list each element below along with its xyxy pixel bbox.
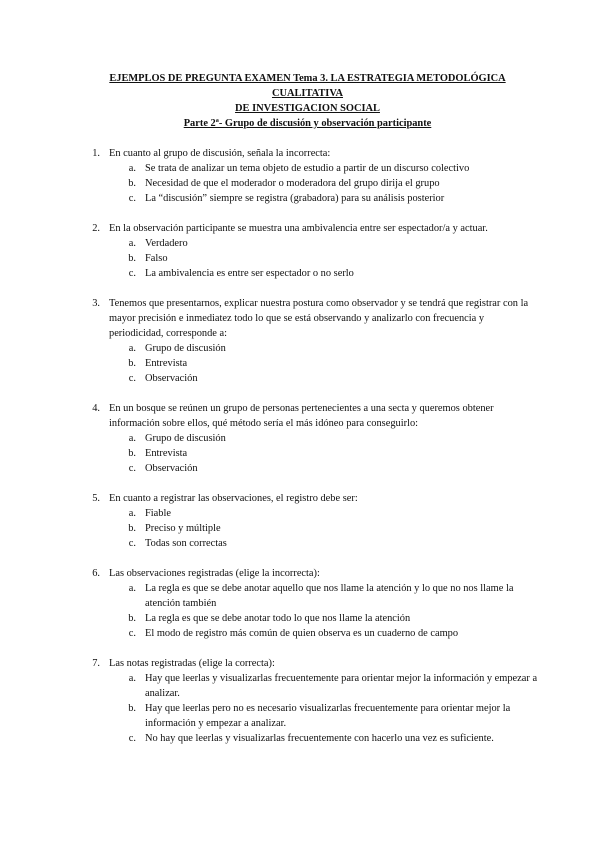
option-list (109, 341, 540, 386)
question-text: En cuanto al grupo de discusión, señala la incorrecta: (109, 148, 331, 159)
option-letter: b. (128, 613, 136, 624)
option-list (109, 581, 540, 641)
option-text: Falso (145, 253, 168, 264)
option-text: Entrevista (145, 448, 188, 459)
question-6 (72, 566, 540, 641)
option-text: Observación (145, 463, 198, 474)
question-4 (72, 401, 540, 476)
option-letter: c. (128, 733, 136, 744)
option-text: Grupo de discusión (145, 343, 226, 354)
option-b (109, 356, 540, 371)
option-text: Hay que leerlas y visualizarlas frecuentemente para orientar mejor la información y empezar a analizar. (145, 673, 538, 699)
question-7 (72, 656, 540, 746)
question-1 (72, 146, 540, 206)
option-letter: c. (128, 538, 136, 549)
option-c (109, 461, 540, 476)
option-a (109, 431, 540, 446)
question-text: Las notas registradas (elige la correcta): (109, 658, 275, 669)
question-number: 3. (92, 298, 100, 309)
title-line-1: EJEMPLOS DE PREGUNTA EXAMEN Tema 3. LA ESTRATEGIA METODOLÓGICA CUALITATIVA (109, 73, 506, 99)
option-a (109, 506, 540, 521)
subtitle: Parte 2ª- Grupo de discusión y observación participante (183, 118, 432, 129)
option-list (109, 236, 540, 281)
option-text: Hay que leerlas pero no es necesario visualizarlas frecuentemente para orientar mejor la información y empezar a analizar. (145, 703, 511, 729)
title-line-2: DE INVESTIGACION SOCIAL (235, 103, 380, 114)
option-letter: a. (128, 583, 136, 594)
option-letter: b. (128, 178, 136, 189)
option-c (109, 536, 540, 551)
option-letter: a. (128, 163, 136, 174)
option-b (109, 521, 540, 536)
option-a (109, 581, 540, 611)
option-text: La regla es que se debe anotar todo lo que nos llame la atención (145, 613, 411, 624)
option-b (109, 176, 540, 191)
option-letter: c. (128, 373, 136, 384)
option-a (109, 341, 540, 356)
question-text: En cuanto a registrar las observaciones, el registro debe ser: (109, 493, 358, 504)
option-text: El modo de registro más común de quien observa es un cuaderno de campo (145, 628, 459, 639)
question-number: 7. (92, 658, 100, 669)
option-c (109, 266, 540, 281)
option-letter: a. (128, 343, 136, 354)
option-text: La regla es que se debe anotar aquello que nos llame la atención y lo que no nos llame la atención también (145, 583, 514, 609)
option-text: Entrevista (145, 358, 188, 369)
option-text: La “discusión” siempre se registra (grabadora) para su análisis posterior (145, 193, 445, 204)
option-letter: a. (128, 238, 136, 249)
question-number: 1. (92, 148, 100, 159)
question-list (72, 146, 540, 746)
option-b (109, 701, 540, 731)
question-text: Las observaciones registradas (elige la incorrecta): (109, 568, 320, 579)
option-letter: a. (128, 508, 136, 519)
option-text: Fiable (145, 508, 171, 519)
option-a (109, 236, 540, 251)
option-letter: a. (128, 433, 136, 444)
question-text: En la observación participante se muestra una ambivalencia entre ser espectador/a y actuar. (109, 223, 488, 234)
option-text: Se trata de analizar un tema objeto de estudio a partir de un discurso colectivo (145, 163, 470, 174)
option-text: No hay que leerlas y visualizarlas frecuentemente con hacerlo una vez es suficiente. (145, 733, 494, 744)
question-number: 5. (92, 493, 100, 504)
question-5 (72, 491, 540, 551)
option-text: La ambivalencia es entre ser espectador o no serlo (145, 268, 354, 279)
option-letter: b. (128, 358, 136, 369)
option-a (109, 671, 540, 701)
option-letter: c. (128, 463, 136, 474)
option-letter: a. (128, 673, 136, 684)
option-letter: c. (128, 193, 136, 204)
option-text: Verdadero (145, 238, 188, 249)
option-text: Observación (145, 373, 198, 384)
option-text: Necesidad de que el moderador o moderadora del grupo dirija el grupo (145, 178, 440, 189)
question-2 (72, 221, 540, 281)
question-text: Tenemos que presentarnos, explicar nuestra postura como observador y se tendrá que registrar con la mayor precisión e inmediatez todo lo que se está observando y analizarlo con frecuencia y periodicidad, corresponde a: (109, 298, 529, 339)
question-3 (72, 296, 540, 386)
question-text: En un bosque se reúnen un grupo de personas pertenecientes a una secta y queremos obtener información sobre ellos, qué método sería el más idóneo para conseguirlo: (109, 403, 494, 429)
option-text: Grupo de discusión (145, 433, 226, 444)
option-b (109, 611, 540, 626)
option-list (109, 161, 540, 206)
option-letter: b. (128, 253, 136, 264)
option-c (109, 626, 540, 641)
option-letter: b. (128, 523, 136, 534)
option-text: Todas son correctas (145, 538, 227, 549)
option-c (109, 191, 540, 206)
question-number: 2. (92, 223, 100, 234)
question-number: 6. (92, 568, 100, 579)
option-list (109, 506, 540, 551)
option-letter: c. (128, 268, 136, 279)
option-b (109, 446, 540, 461)
document-header (75, 71, 540, 131)
option-c (109, 371, 540, 386)
option-letter: b. (128, 703, 136, 714)
option-list (109, 431, 540, 476)
option-letter: c. (128, 628, 136, 639)
option-b (109, 251, 540, 266)
option-list (109, 671, 540, 746)
option-text: Preciso y múltiple (145, 523, 221, 534)
option-a (109, 161, 540, 176)
option-letter: b. (128, 448, 136, 459)
option-c (109, 731, 540, 746)
question-number: 4. (92, 403, 100, 414)
